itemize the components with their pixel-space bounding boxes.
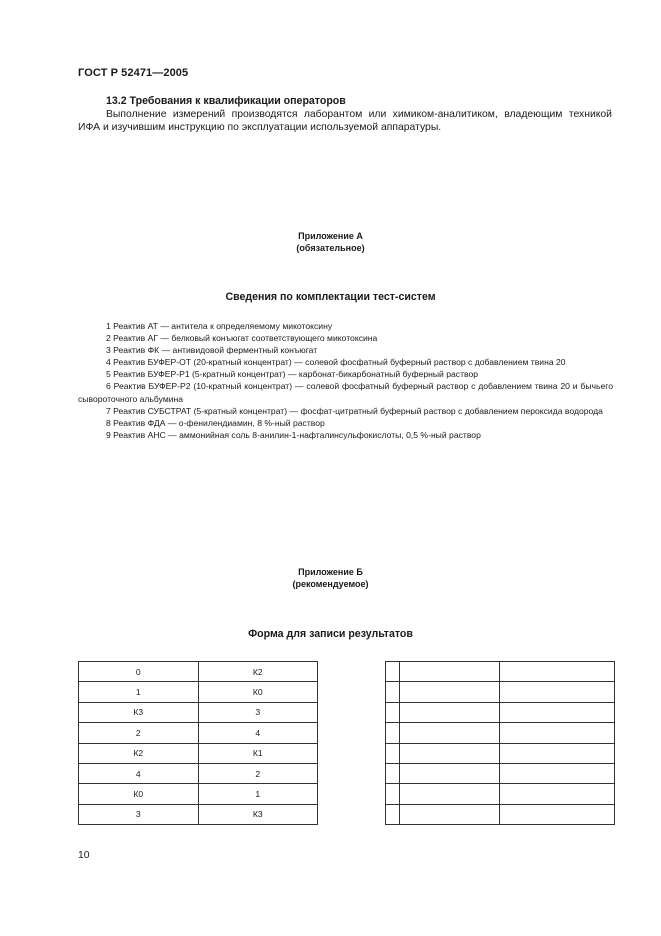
appendix-b-title: Форма для записи результатов [248,628,413,640]
list-item: 8 Реактив ФДА — о-фенилендиамин, 8 %-ный раствор [106,417,325,428]
table-cell [500,702,615,722]
table-cell: 2 [198,763,318,783]
section-heading: 13.2 Требования к квалификации операторов [106,95,346,107]
table-cell [500,804,615,824]
table-cell [399,723,500,743]
table-cell [386,702,400,722]
table-cell: 4 [198,723,318,743]
table-cell [386,763,400,783]
table-cell: К0 [79,784,199,804]
table-cell: К2 [79,743,199,763]
list-item: 9 Реактив АНС — аммонийная соль 8-анилин-1-нафталинсульфокислоты, 0,5 %-ный раствор [106,429,481,440]
table-cell: 3 [198,702,318,722]
table-row [386,784,615,804]
table-cell [386,723,400,743]
table-cell [386,784,400,804]
table-cell [500,743,615,763]
table-cell [386,682,400,702]
list-item: 2 Реактив АГ — белковый конъюгат соответствующего микотоксина [106,333,378,344]
table-row [79,804,318,824]
table-row [386,743,615,763]
table-cell [399,682,500,702]
appendix-a-label: Приложение А [298,231,363,241]
table-cell [399,784,500,804]
table-cell: К1 [198,743,318,763]
appendix-b-label: Приложение Б [298,567,363,577]
table-cell [386,743,400,763]
table-cell: 1 [198,784,318,804]
table-cell [399,743,500,763]
appendix-a-status: (обязательное) [296,243,365,253]
table-cell [386,804,400,824]
table-cell: К2 [198,662,318,682]
section-body: Выполнение измерений производятся лаборантом или химиком-аналитиком, владеющим техникой ИФА и изучившим инструкцию по эксплуатации используемой аппаратуры. [78,109,612,133]
table-cell: К3 [79,702,199,722]
table-row [386,723,615,743]
table-cell [399,804,500,824]
table-cell [399,763,500,783]
list-item: 1 Реактив АТ — антитела к определяемому микотоксину [106,321,333,331]
table-cell: 0 [79,662,199,682]
table-row [79,682,318,702]
reagent-list [78,320,613,441]
table-cell [500,763,615,783]
table-cell [500,723,615,743]
appendix-b-status: (рекомендуемое) [292,579,369,589]
table-row [79,743,318,763]
table-cell: 1 [79,682,199,702]
table-row [79,662,318,682]
table-row [386,702,615,722]
table-cell [386,662,400,682]
results-left-table [78,661,318,825]
list-item: 5 Реактив БУФЕР-Р1 (5-кратный концентрат) — карбонат-бикарбонатный буферный раствор [106,369,479,380]
table-row [79,763,318,783]
page-number: 10 [78,850,90,861]
list-item: 3 Реактив ФК — антивидовой ферментный конъюгат [106,345,318,356]
table-row [79,784,318,804]
list-item: 7 Реактив СУБСТРАТ (5-кратный концентрат) — фосфат-цитратный буферный раствор с добавлением пероксида водорода [106,405,603,416]
table-cell: 3 [79,804,199,824]
results-right-table [385,661,615,825]
table-row [79,702,318,722]
table-row [386,804,615,824]
table-cell [399,702,500,722]
table-cell [500,662,615,682]
table-row [79,723,318,743]
table-cell: 2 [79,723,199,743]
list-item: 4 Реактив БУФЕР-ОТ (20-кратный концентрат) — солевой фосфатный буферный раствор с добавлением твина 20 [106,357,566,368]
document-code: ГОСТ Р 52471—2005 [78,67,189,79]
table-cell [500,682,615,702]
list-item: 6 Реактив БУФЕР-Р2 (10-кратный концентрат) — солевой фосфатный буферный раствор с добавлением твина 20 и бычьего сывороточного альбумина [78,381,613,404]
table-cell [500,784,615,804]
table-cell [399,662,500,682]
table-row [386,662,615,682]
table-row [386,682,615,702]
table-cell: 4 [79,763,199,783]
table-row [386,763,615,783]
table-cell: К0 [198,682,318,702]
table-cell: К3 [198,804,318,824]
appendix-a-title: Сведения по комплектации тест-систем [225,291,436,303]
